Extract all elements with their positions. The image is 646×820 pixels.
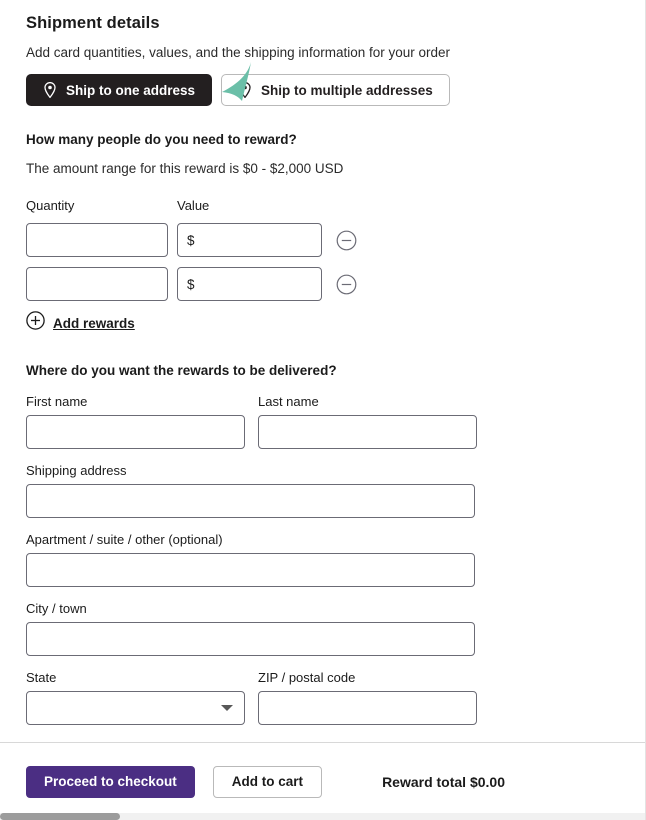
- amount-range-text: The amount range for this reward is $0 - $2,000 USD: [26, 161, 344, 176]
- ship-to-one-address-label: Ship to one address: [66, 82, 196, 98]
- apartment-input[interactable]: [26, 553, 475, 587]
- add-rewards-label: Add rewards: [53, 315, 135, 331]
- location-pin-icon: [238, 82, 252, 98]
- rewards-question: How many people do you need to reward?: [26, 132, 297, 147]
- state-select[interactable]: [26, 691, 245, 725]
- name-row: [26, 394, 620, 449]
- page-subtitle: Add card quantities, values, and the shipping information for your order: [26, 45, 450, 60]
- minus-circle-icon: [336, 239, 357, 254]
- last-name-input[interactable]: [258, 415, 477, 449]
- reward-total: Reward total $0.00: [382, 773, 505, 790]
- remove-reward-button[interactable]: [336, 230, 357, 251]
- zip-field-group: [258, 670, 477, 725]
- remove-reward-button[interactable]: [336, 274, 357, 295]
- horizontal-scrollbar-thumb[interactable]: [0, 813, 120, 820]
- first-name-label: First name: [26, 394, 88, 409]
- plus-circle-icon: [26, 311, 45, 335]
- quantity-input[interactable]: [26, 267, 168, 301]
- quantity-column-header: Quantity: [26, 198, 75, 213]
- delivery-question: Where do you want the rewards to be delivered?: [26, 363, 337, 378]
- horizontal-scrollbar-track[interactable]: [0, 813, 646, 820]
- reward-row: [26, 267, 620, 301]
- last-name-label: Last name: [258, 394, 319, 409]
- value-column-header: Value: [177, 198, 210, 213]
- proceed-to-checkout-button[interactable]: Proceed to checkout: [26, 766, 195, 798]
- state-label: State: [26, 670, 57, 685]
- shipping-address-field-group: [26, 463, 620, 518]
- zip-label: ZIP / postal code: [258, 670, 356, 685]
- first-name-field-group: [26, 394, 245, 449]
- shipping-address-label: Shipping address: [26, 463, 127, 478]
- value-input[interactable]: [177, 223, 322, 257]
- minus-circle-icon: [336, 283, 357, 298]
- shipping-mode-toggle: [26, 74, 620, 106]
- add-rewards-button[interactable]: [26, 311, 135, 335]
- location-pin-icon: [43, 82, 57, 98]
- city-input[interactable]: [26, 622, 475, 656]
- action-footer: [0, 742, 646, 820]
- value-input[interactable]: [177, 267, 322, 301]
- state-select-wrapper: [26, 691, 245, 725]
- ship-to-multiple-addresses-label: Ship to multiple addresses: [261, 82, 433, 98]
- first-name-input[interactable]: [26, 415, 245, 449]
- last-name-field-group: [258, 394, 477, 449]
- rewards-table-header: [26, 198, 620, 219]
- apartment-field-group: [26, 532, 620, 587]
- state-zip-row: [26, 670, 620, 725]
- shipping-address-input[interactable]: [26, 484, 475, 518]
- add-to-cart-button[interactable]: Add to cart: [213, 766, 322, 798]
- apartment-label: Apartment / suite / other (optional): [26, 532, 223, 547]
- page-title: Shipment details: [26, 14, 160, 32]
- zip-input[interactable]: [258, 691, 477, 725]
- city-field-group: [26, 601, 620, 656]
- ship-to-one-address-button[interactable]: [26, 74, 212, 106]
- quantity-input[interactable]: [26, 223, 168, 257]
- ship-to-multiple-addresses-button[interactable]: [221, 74, 450, 106]
- reward-row: [26, 223, 620, 257]
- city-label: City / town: [26, 601, 87, 616]
- state-field-group: [26, 670, 245, 725]
